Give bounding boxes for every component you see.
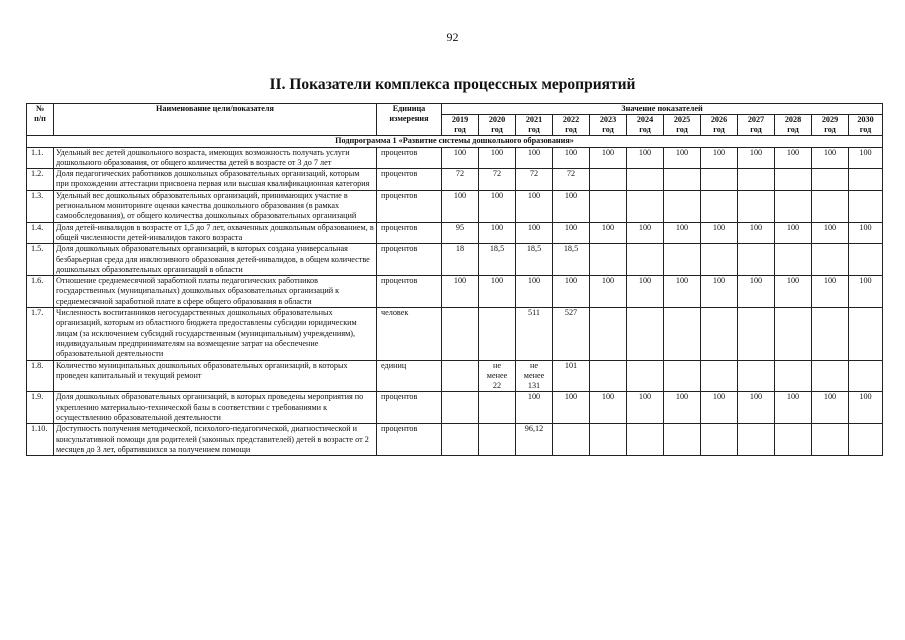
value-cell: 100 <box>664 147 701 169</box>
value-cell <box>627 308 664 360</box>
value-cell <box>479 424 516 456</box>
section-title: II. Показатели комплекса процессных мероприятий <box>269 76 636 93</box>
row-number: 1.1. <box>27 147 54 169</box>
indicator-name: Доступность получения методической, психолого-педагогической, диагностической и консультативной помощи для родителей (законных представителей) детей в возрасте от 2 месяцев до 3 лет, обратившихся за получением помощи <box>54 424 377 456</box>
value-cell <box>812 244 849 276</box>
value-cell <box>775 424 812 456</box>
unit-cell: процентов <box>377 169 442 191</box>
value-cell: 100 <box>590 276 627 308</box>
value-cell: 100 <box>812 276 849 308</box>
value-cell <box>812 308 849 360</box>
value-cell <box>812 169 849 191</box>
value-cell: 100 <box>479 190 516 222</box>
value-cell <box>849 244 883 276</box>
header-unit: Единица измерения <box>377 104 442 136</box>
value-cell <box>849 308 883 360</box>
row-number: 1.2. <box>27 169 54 191</box>
value-cell: 100 <box>664 392 701 424</box>
value-cell <box>738 244 775 276</box>
value-cell: 100 <box>849 222 883 244</box>
indicator-name: Удельный вес детей дошкольного возраста, имеющих возможность получать услуги дошкольного образования, от общего количества детей в возрасте от 3 до 7 лет <box>54 147 377 169</box>
header-year: 2020 год <box>479 115 516 136</box>
table-row <box>27 276 883 308</box>
value-cell <box>442 360 479 392</box>
value-cell <box>701 244 738 276</box>
value-cell <box>738 169 775 191</box>
value-cell <box>701 169 738 191</box>
value-cell <box>738 360 775 392</box>
indicator-name: Доля дошкольных образовательных организаций, в которых создана универсальная безбарьерная среда для инклюзивного образования детей-инвалидов, в общем количестве дошкольных образовательных организаций в области <box>54 244 377 276</box>
value-cell: 18 <box>442 244 479 276</box>
value-cell: 72 <box>553 169 590 191</box>
value-cell <box>442 424 479 456</box>
table-row <box>27 360 883 392</box>
value-cell <box>664 169 701 191</box>
value-cell <box>590 190 627 222</box>
value-cell <box>701 360 738 392</box>
value-cell: 100 <box>812 147 849 169</box>
header-num: № п/п <box>27 104 54 136</box>
value-cell: 72 <box>442 169 479 191</box>
header-year: 2025 год <box>664 115 701 136</box>
value-cell <box>701 424 738 456</box>
value-cell: 96,12 <box>516 424 553 456</box>
indicator-name: Численность воспитанников негосударственных дошкольных образовательных организаций, которым из областного бюджета предоставлены субсидии юридическим лицам (за исключением субсидий государственным (муниципальным) учреждениям), индивидуальным предпринимателям на возмещение затрат на обеспечение образовательной деятельности <box>54 308 377 360</box>
unit-cell: процентов <box>377 147 442 169</box>
value-cell <box>479 392 516 424</box>
value-cell: 527 <box>553 308 590 360</box>
value-cell: 100 <box>775 392 812 424</box>
indicator-name: Количество муниципальных дошкольных образовательных организаций, в которых проведен капитальный и текущий ремонт <box>54 360 377 392</box>
value-cell <box>849 190 883 222</box>
row-number: 1.4. <box>27 222 54 244</box>
value-cell: 95 <box>442 222 479 244</box>
value-cell: 72 <box>479 169 516 191</box>
value-cell: 100 <box>849 147 883 169</box>
row-number: 1.9. <box>27 392 54 424</box>
value-cell <box>701 190 738 222</box>
value-cell: 100 <box>479 147 516 169</box>
value-cell <box>849 360 883 392</box>
value-cell: 101 <box>553 360 590 392</box>
value-cell: 72 <box>516 169 553 191</box>
value-cell: 100 <box>627 147 664 169</box>
subprogram-header: Подпрограмма 1 «Развитие системы дошкольного образования» <box>27 136 883 147</box>
value-cell <box>627 424 664 456</box>
value-cell: 100 <box>442 147 479 169</box>
value-cell: 100 <box>553 222 590 244</box>
value-cell <box>775 244 812 276</box>
value-cell: 100 <box>849 276 883 308</box>
value-cell: 100 <box>516 392 553 424</box>
value-cell <box>442 392 479 424</box>
value-cell <box>553 424 590 456</box>
row-number: 1.10. <box>27 424 54 456</box>
value-cell <box>812 424 849 456</box>
value-cell: не менее 22 <box>479 360 516 392</box>
page-number: 92 <box>446 30 459 44</box>
value-cell <box>701 308 738 360</box>
value-cell <box>627 360 664 392</box>
unit-cell: процентов <box>377 244 442 276</box>
unit-cell: процентов <box>377 190 442 222</box>
value-cell <box>775 169 812 191</box>
indicator-name: Отношение среднемесячной заработной платы педагогических работников государственных (муниципальных) дошкольных образовательных организаций к среднемесячной заработной плате в сфере общего образования в области <box>54 276 377 308</box>
unit-cell: процентов <box>377 424 442 456</box>
header-name: Наименование цели/показателя <box>54 104 377 136</box>
value-cell <box>738 190 775 222</box>
value-cell: 100 <box>701 392 738 424</box>
row-number: 1.6. <box>27 276 54 308</box>
unit-cell: процентов <box>377 276 442 308</box>
indicators-table <box>26 103 883 456</box>
value-cell: 100 <box>553 190 590 222</box>
value-cell <box>627 190 664 222</box>
value-cell <box>775 360 812 392</box>
unit-cell: человек <box>377 308 442 360</box>
table-row <box>27 190 883 222</box>
table-row <box>27 222 883 244</box>
value-cell <box>849 169 883 191</box>
value-cell: 100 <box>442 276 479 308</box>
header-values: Значение показателей <box>442 104 883 115</box>
value-cell: 100 <box>775 276 812 308</box>
value-cell: 100 <box>627 392 664 424</box>
value-cell <box>590 308 627 360</box>
table-row <box>27 392 883 424</box>
value-cell <box>664 190 701 222</box>
value-cell <box>590 244 627 276</box>
value-cell <box>775 308 812 360</box>
value-cell <box>627 244 664 276</box>
row-number: 1.5. <box>27 244 54 276</box>
value-cell: 100 <box>738 222 775 244</box>
value-cell: 100 <box>627 276 664 308</box>
value-cell: 100 <box>516 222 553 244</box>
value-cell: 100 <box>701 276 738 308</box>
value-cell: 100 <box>812 222 849 244</box>
value-cell: 100 <box>812 392 849 424</box>
value-cell <box>664 360 701 392</box>
value-cell <box>590 360 627 392</box>
header-year: 2021 год <box>516 115 553 136</box>
table-row <box>27 147 883 169</box>
value-cell: 100 <box>664 276 701 308</box>
value-cell: 100 <box>775 222 812 244</box>
row-number: 1.8. <box>27 360 54 392</box>
header-year: 2019 год <box>442 115 479 136</box>
value-cell <box>664 244 701 276</box>
value-cell <box>849 424 883 456</box>
value-cell <box>664 424 701 456</box>
value-cell <box>812 190 849 222</box>
value-cell: 100 <box>738 276 775 308</box>
header-year: 2030 год <box>849 115 883 136</box>
value-cell: 100 <box>738 147 775 169</box>
value-cell: 18,5 <box>516 244 553 276</box>
indicator-name: Доля педагогических работников дошкольных образовательных организаций, которым при прохождении аттестации присвоена первая или высшая квалификационная категория <box>54 169 377 191</box>
value-cell <box>664 308 701 360</box>
row-number: 1.3. <box>27 190 54 222</box>
value-cell: 100 <box>516 147 553 169</box>
value-cell: 100 <box>590 147 627 169</box>
indicator-name: Доля дошкольных образовательных организаций, в которых проведены мероприятия по укреплению материально-технической базы в соответствии с требованиями к осуществлению образовательной деятельности <box>54 392 377 424</box>
value-cell <box>812 360 849 392</box>
table-row <box>27 169 883 191</box>
unit-cell: процентов <box>377 222 442 244</box>
value-cell: 100 <box>516 190 553 222</box>
value-cell: 100 <box>553 392 590 424</box>
header-year: 2023 год <box>590 115 627 136</box>
header-year: 2024 год <box>627 115 664 136</box>
value-cell: не менее 131 <box>516 360 553 392</box>
value-cell: 100 <box>738 392 775 424</box>
value-cell: 100 <box>701 222 738 244</box>
value-cell: 100 <box>849 392 883 424</box>
value-cell: 18,5 <box>479 244 516 276</box>
value-cell: 100 <box>590 222 627 244</box>
value-cell <box>627 169 664 191</box>
value-cell: 100 <box>553 276 590 308</box>
value-cell: 100 <box>775 147 812 169</box>
value-cell: 511 <box>516 308 553 360</box>
value-cell: 100 <box>553 147 590 169</box>
value-cell: 100 <box>627 222 664 244</box>
unit-cell: процентов <box>377 392 442 424</box>
value-cell <box>775 190 812 222</box>
value-cell: 18,5 <box>553 244 590 276</box>
value-cell: 100 <box>442 190 479 222</box>
value-cell <box>738 308 775 360</box>
value-cell: 100 <box>701 147 738 169</box>
value-cell <box>442 308 479 360</box>
value-cell: 100 <box>590 392 627 424</box>
unit-cell: единиц <box>377 360 442 392</box>
table-row <box>27 308 883 360</box>
header-year: 2028 год <box>775 115 812 136</box>
table-row <box>27 244 883 276</box>
value-cell <box>479 308 516 360</box>
value-cell: 100 <box>664 222 701 244</box>
row-number: 1.7. <box>27 308 54 360</box>
indicator-name: Удельный вес дошкольных образовательных организаций, принимающих участие в региональном мониторинге оценки качества дошкольного образования (в рамках самообследования), от общего количества дошкольных образовательных организаций <box>54 190 377 222</box>
value-cell <box>590 169 627 191</box>
value-cell: 100 <box>479 276 516 308</box>
value-cell <box>590 424 627 456</box>
header-year: 2026 год <box>701 115 738 136</box>
value-cell <box>738 424 775 456</box>
header-year: 2027 год <box>738 115 775 136</box>
table-row <box>27 424 883 456</box>
value-cell: 100 <box>516 276 553 308</box>
value-cell: 100 <box>479 222 516 244</box>
header-year: 2029 год <box>812 115 849 136</box>
header-year: 2022 год <box>553 115 590 136</box>
indicator-name: Доля детей-инвалидов в возрасте от 1,5 до 7 лет, охваченных дошкольным образованием, в общей численности детей-инвалидов такого возраста <box>54 222 377 244</box>
